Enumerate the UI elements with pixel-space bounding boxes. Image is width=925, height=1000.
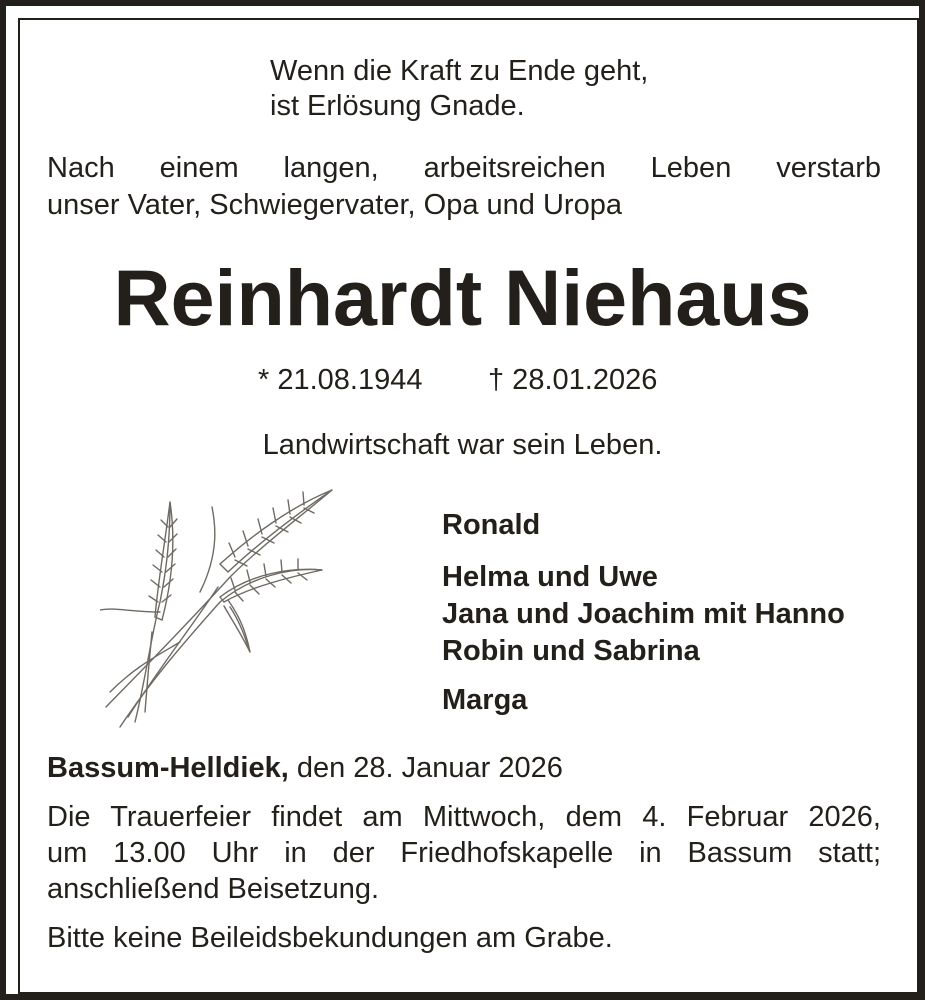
birth-date: * 21.08.1944 bbox=[258, 364, 423, 396]
wheat-ears-icon bbox=[100, 482, 340, 732]
ceremony-line-2: um 13.00 Uhr in der Friedhofskapelle in Bassum statt; bbox=[47, 837, 881, 869]
ceremony-line-1: Die Trauerfeier findet am Mittwoch, dem 4. Februar 2026, bbox=[47, 801, 881, 833]
intro-line-2: unser Vater, Schwiegervater, Opa und Uropa bbox=[47, 189, 622, 221]
deceased-name: Reinhardt Niehaus bbox=[113, 253, 812, 342]
motto-line-1: Wenn die Kraft zu Ende geht, bbox=[270, 55, 649, 87]
mourner-item: Robin und Sabrina bbox=[442, 635, 700, 667]
mourner-item: Jana und Joachim mit Hanno bbox=[442, 598, 845, 630]
place-date bbox=[47, 751, 563, 785]
mourner-item: Marga bbox=[442, 684, 528, 716]
condolence-note: Bitte keine Beileidsbekundungen am Grabe. bbox=[47, 922, 613, 954]
tagline: Landwirtschaft war sein Leben. bbox=[262, 429, 663, 461]
place: Bassum-Helldiek, bbox=[47, 752, 289, 784]
ceremony-line-3: anschließend Beisetzung. bbox=[47, 873, 380, 905]
notice-date: den 28. Januar 2026 bbox=[296, 752, 563, 784]
death-date: † 28.01.2026 bbox=[488, 364, 658, 396]
motto-line-2: ist Erlösung Gnade. bbox=[270, 90, 525, 122]
mourner-item: Helma und Uwe bbox=[442, 561, 658, 593]
intro-line-1: Nach einem langen, arbeitsreichen Leben verstarb bbox=[47, 152, 881, 184]
mourner-item: Ronald bbox=[442, 509, 541, 541]
